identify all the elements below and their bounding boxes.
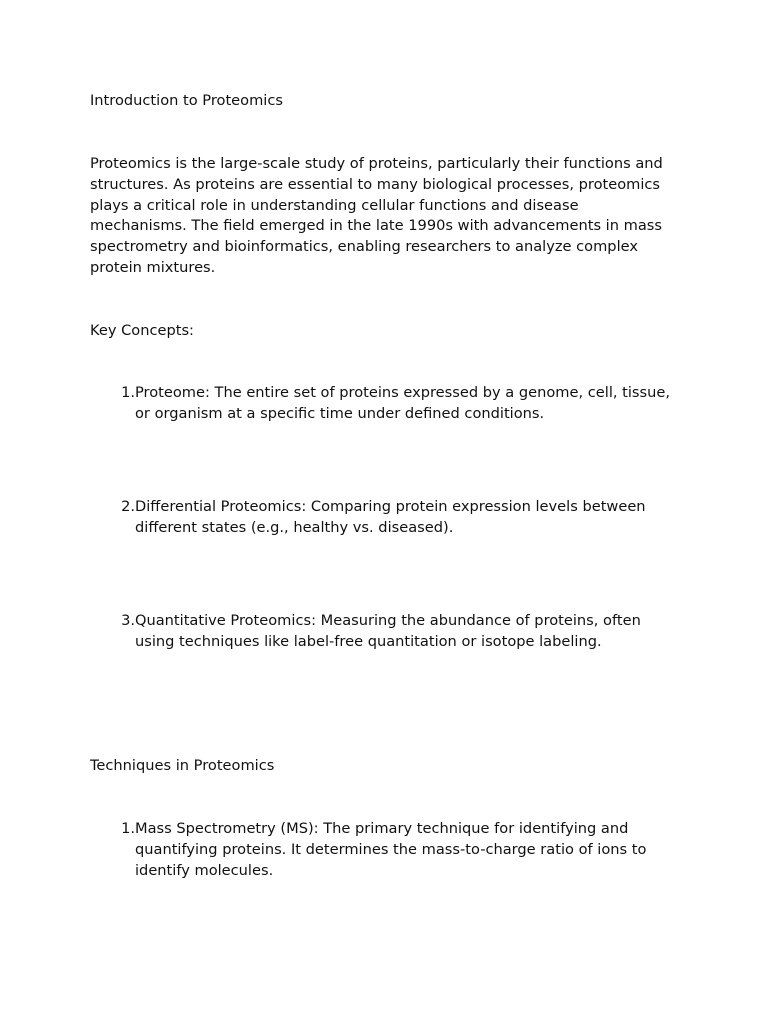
key-concepts-heading: Key Concepts: (90, 322, 194, 339)
document-title: Introduction to Proteomics (90, 92, 283, 109)
list-item (90, 497, 680, 539)
list-item-number: 1. (121, 384, 135, 401)
list-item-text: Differential Proteomics: Comparing protein expression levels between different states (e.g., healthy vs. diseased). (135, 498, 646, 536)
list-item-text: Proteome: The entire set of proteins expressed by a genome, cell, tissue, or organism at a specific time under defined conditions. (135, 384, 671, 422)
list-item (90, 611, 680, 653)
techniques-heading: Techniques in Proteomics (90, 757, 275, 774)
intro-paragraph: Proteomics is the large-scale study of proteins, particularly their functions and structures. As proteins are essential to many biological processes, proteomics plays a critical role in understanding cellular functions and disease mechanisms. The field emerged in the late 1990s with advancements in mass spectrometry and bioinformatics, enabling researchers to analyze complex protein mixtures. (90, 155, 663, 276)
list-item-number: 2. (121, 498, 135, 515)
list-item (90, 819, 680, 881)
list-item-number: 3. (121, 612, 135, 629)
list-item-number: 1. (121, 820, 135, 837)
list-item-text: Quantitative Proteomics: Measuring the abundance of proteins, often using techniques like label-free quantitation or isotope labeling. (135, 612, 641, 650)
list-item-text: Mass Spectrometry (MS): The primary technique for identifying and quantifying proteins. It determines the mass-to-charge ratio of ions to identify molecules. (135, 820, 647, 879)
list-item (90, 383, 680, 425)
